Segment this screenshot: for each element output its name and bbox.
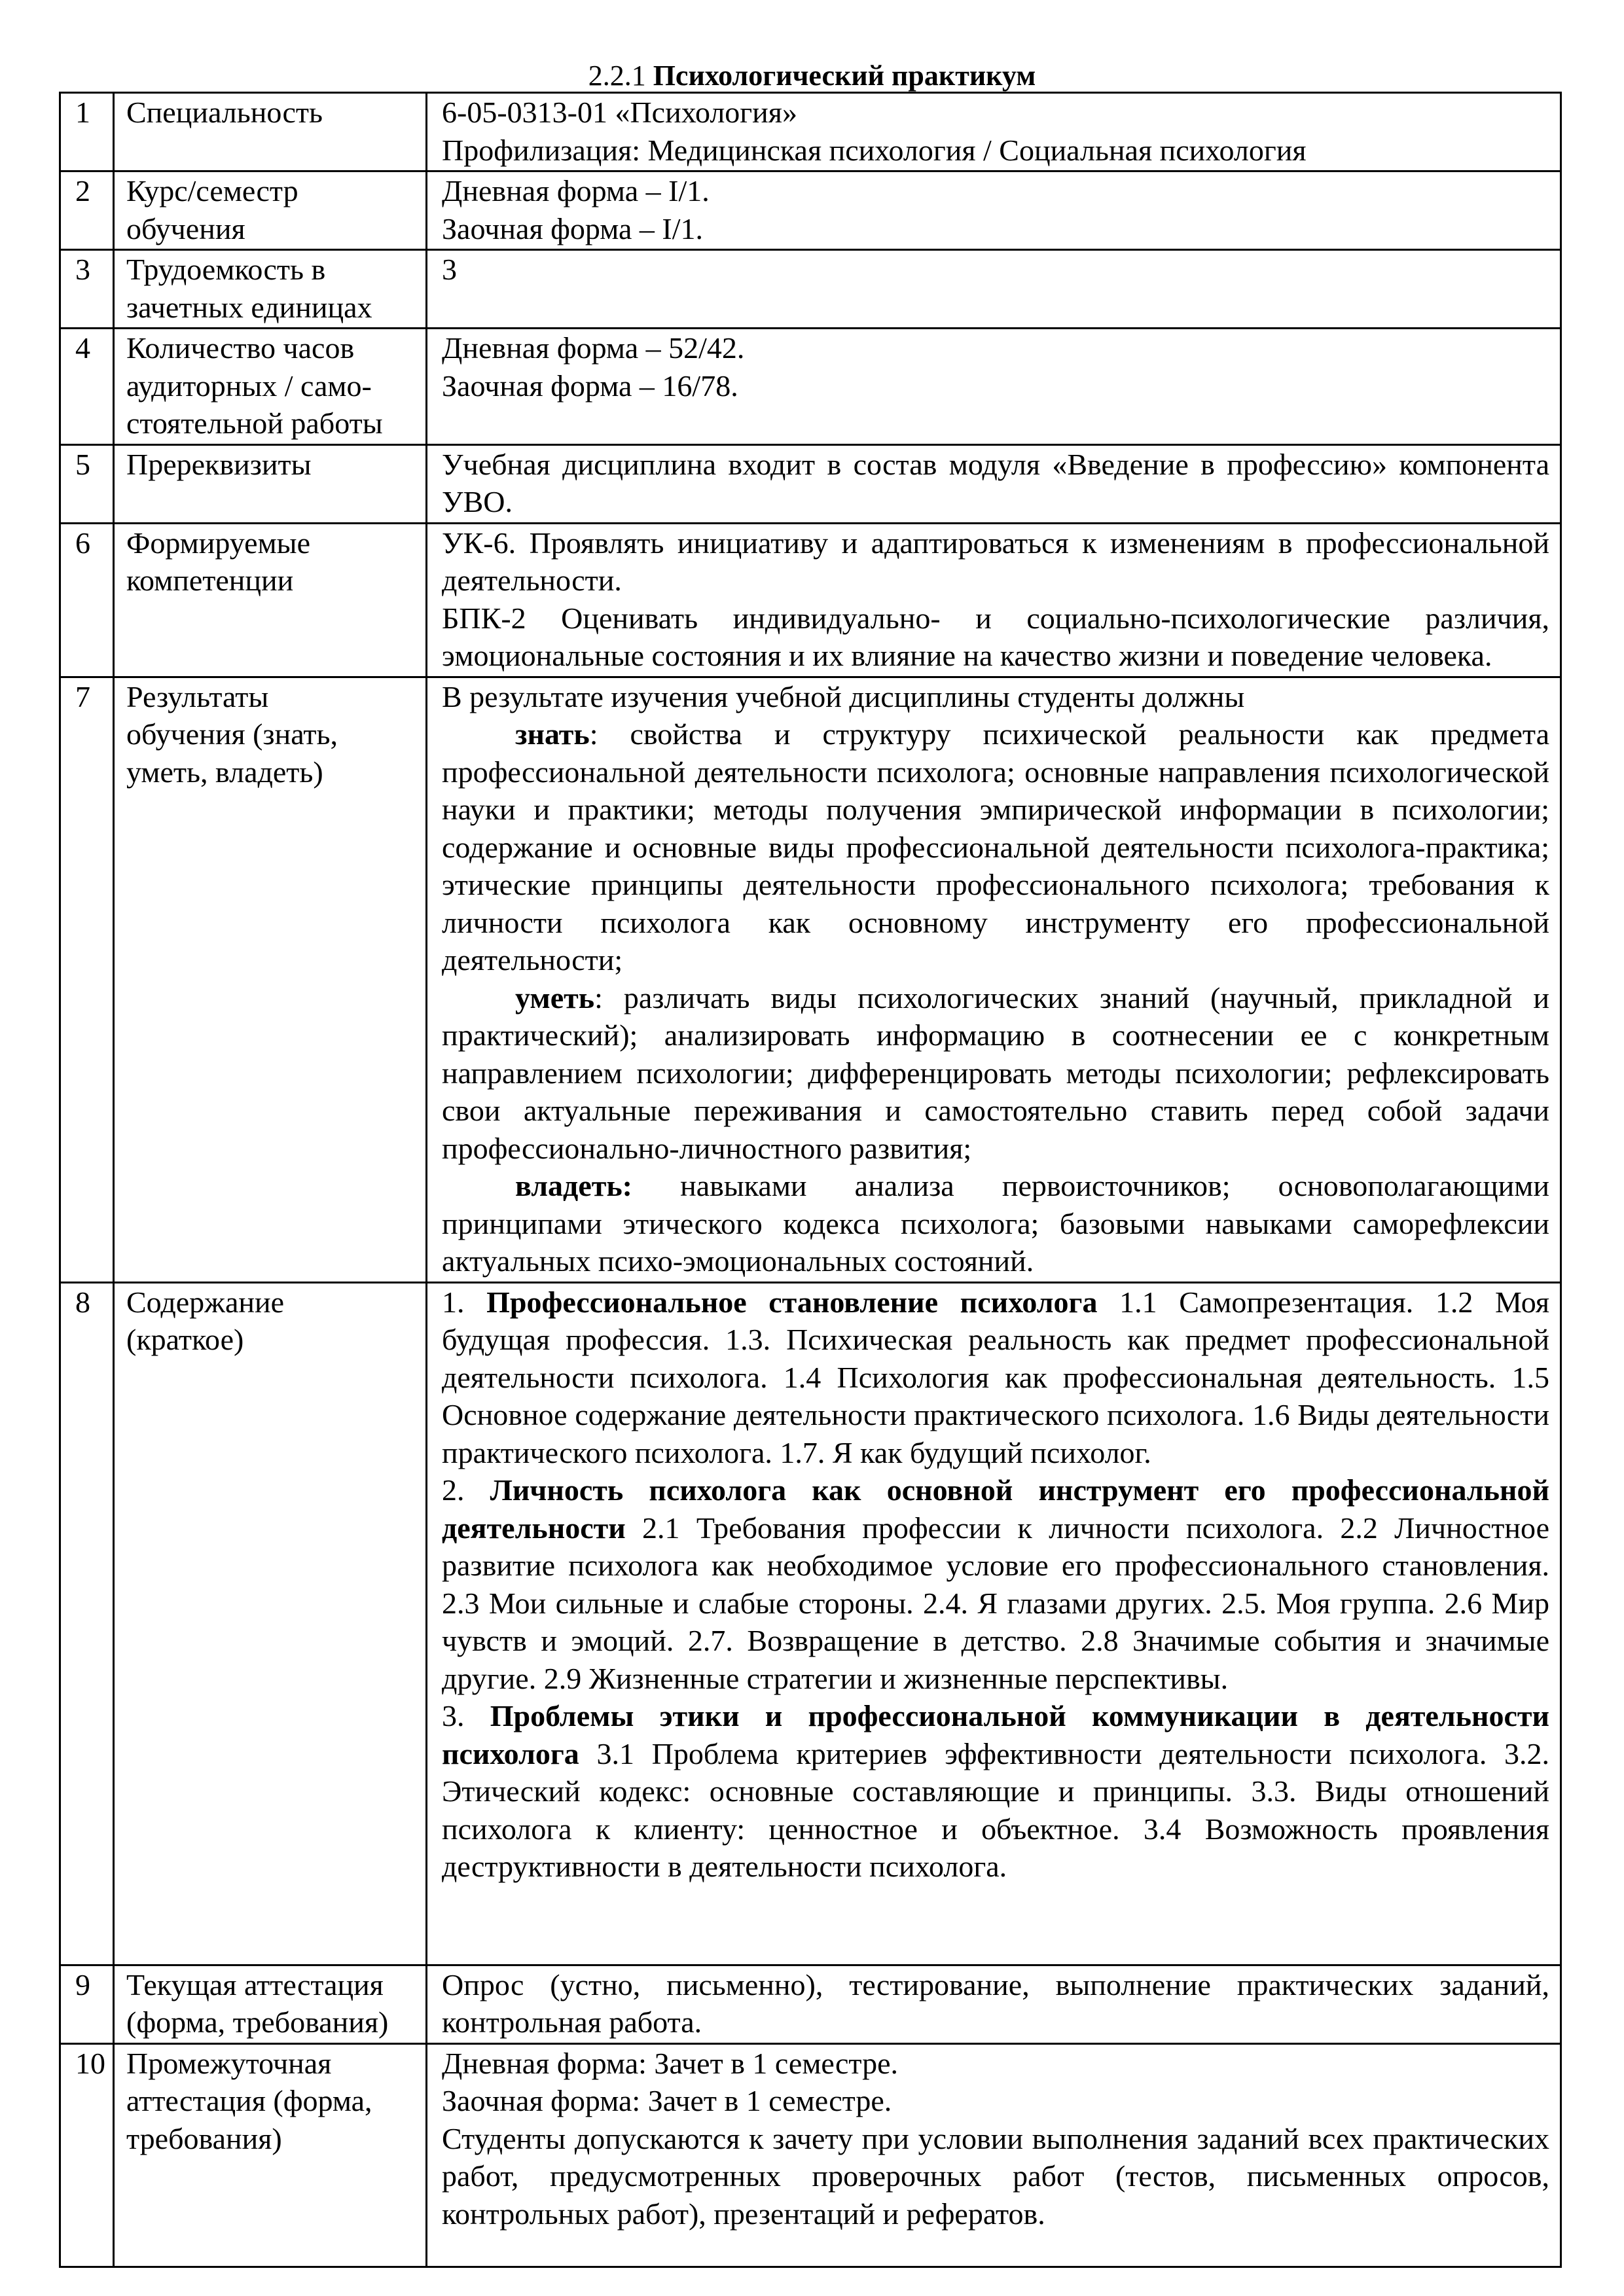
table-row [60, 1965, 1561, 2043]
row-content [427, 2043, 1561, 2267]
outcome-text: : свойства и структуру психической реальности как предмета профессиональной деятельности психолога; основные направления психологической науки и практики; методы получения эмпирической информации в психологии; содержание и основные виды профессиональной деятельности психолога-практика; этические принципы деятельности профессионального психолога; требования к личности психолога как основному инструменту его профессиональной деятельности; [442, 717, 1549, 977]
section-text: 1.1 Самопрезентация. 1.2 Моя будущая профессия. 1.3. Психическая реальность как предмет профессиональной деятельности психолога. 1.4 Психология как профессиональная деятельность. 1.5 Основное содержание деятельности практического психолога. 1.6 Виды деятельности практического психолога. 1.7. Я как будущий психолог. [442, 1285, 1549, 1469]
title-text: Психологический практикум [653, 60, 1036, 92]
outcome-term: знать [515, 717, 590, 751]
content-line: Дневная форма – I/1. [442, 174, 710, 207]
table-row [60, 250, 1561, 329]
course-info-table [59, 92, 1562, 2268]
content-line: Заочная форма – I/1. [442, 211, 704, 245]
row-label: Трудоемкость в зачетных единицах [114, 250, 427, 329]
content-line: Дневная форма: Зачет в 1 семестре. [442, 2046, 898, 2080]
row-label: Результаты обучения (знать, уметь, владеть) [114, 677, 427, 1282]
table-row [60, 171, 1561, 250]
section-heading: Профессиональное становление психолога [486, 1285, 1098, 1319]
section-prefix: 3. [442, 1699, 490, 1732]
content-line: 3 [442, 253, 457, 286]
row-number: 2 [60, 171, 114, 250]
row-content [427, 444, 1561, 523]
row-number: 1 [60, 93, 114, 171]
row-number: 9 [60, 1965, 114, 2043]
row-label: Количество часов аудиторных / само-стоятельной работы [114, 329, 427, 445]
row-label: Текущая аттестация (форма, требования) [114, 1965, 427, 2043]
content-section [442, 1697, 1549, 1886]
row-content [427, 93, 1561, 171]
content-line: Студенты допускаются к зачету при условии выполнения заданий всех практических работ, предусмотренных проверочных работ (тестов, письменных опросов, контрольных работ), презентаций и рефератов. [442, 2121, 1549, 2231]
section-prefix: 1. [442, 1285, 487, 1319]
content-line: Учебная дисциплина входит в состав модуля «Введение в профессию» компонента УВО. [442, 447, 1549, 518]
content-line: Заочная форма – 16/78. [442, 368, 738, 403]
content-line: УК-6. Проявлять инициативу и адаптироваться к изменениям в профессиональной деятельности. [442, 526, 1549, 597]
title-number: 2.2.1 [588, 60, 646, 92]
learning-outcome-can [442, 979, 1549, 1168]
content-line: Заочная форма: Зачет в 1 семестре. [442, 2084, 892, 2117]
row-content [427, 250, 1561, 329]
row-number: 5 [60, 444, 114, 523]
row-label: Специальность [114, 93, 427, 171]
content-section [442, 1283, 1549, 1472]
table-row [60, 2043, 1561, 2267]
row-content [427, 677, 1561, 1282]
learning-outcome-know [442, 715, 1549, 979]
section-text: 3.1 Проблема критериев эффективности деятельности психолога. 3.2. Этический кодекс: основные составляющие и принципы. 3.3. Виды отношений психолога к клиенту: ценностное и объектное. 3.4 Возможность проявления деструктивности в деятельности психолога. [442, 1736, 1549, 1883]
row-label: Курс/семестр обучения [114, 171, 427, 250]
section-prefix: 2. [442, 1473, 490, 1507]
content-section [442, 1471, 1549, 1697]
outcome-term: уметь [515, 980, 595, 1014]
section-heading: Проблемы этики и профессиональной коммуникации в деятельности психолога [442, 1699, 1550, 1770]
row-content [427, 329, 1561, 445]
row-content [427, 1282, 1561, 1965]
row-label: Формируемые компетенции [114, 523, 427, 677]
row-content [427, 1965, 1561, 2043]
row-number: 6 [60, 523, 114, 677]
content-intro: В результате изучения учебной дисциплины студенты должны [442, 679, 1245, 713]
row-number: 7 [60, 677, 114, 1282]
section-text: 2.1 Требования профессии к личности психолога. 2.2 Личностное развитие психолога как необходимое условие его профессионального становления. 2.3 Мои сильные и слабые стороны. 2.4. Я глазами других. 2.5. Моя группа. 2.6 Мир чувств и эмоций. 2.7. Возвращение в детство. 2.8 Значимые события и значимые другие. 2.9 Жизненные стратегии и жизненные перспективы. [442, 1511, 1549, 1695]
section-heading: Личность психолога как основной инструмент его профессиональной деятельности [442, 1473, 1549, 1545]
content-line: 6-05-0313-01 «Психология» [442, 96, 797, 129]
row-number: 3 [60, 250, 114, 329]
row-content [427, 523, 1561, 677]
table-row [60, 329, 1561, 445]
content-line: Опрос (устно, письменно), тестирование, выполнение практических заданий, контрольная работа. [442, 1967, 1549, 2039]
outcome-term: владеть: [515, 1169, 632, 1202]
table-row [60, 523, 1561, 677]
row-content [427, 171, 1561, 250]
content-line: Дневная форма – 52/42. [442, 331, 745, 365]
row-number: 10 [60, 2043, 114, 2267]
table-row [60, 444, 1561, 523]
table-row [60, 677, 1561, 1282]
outcome-text: навыками анализа первоисточников; основополагающими принципами этического кодекса психолога; базовыми навыками саморефлексии актуальных психо-эмоциональных состояний. [442, 1169, 1549, 1278]
row-label: Пререквизиты [114, 444, 427, 523]
document-title [0, 58, 1624, 94]
row-number: 4 [60, 329, 114, 445]
content-line: Профилизация: Медицинская психология / Социальная психология [442, 133, 1307, 167]
outcome-text: : различать виды психологических знаний (научный, прикладной и практический); анализировать информацию в соотнесении ее с конкретным направлением психологии; дифференцировать методы психологии; рефлексировать свои актуальные переживания и самостоятельно ставить перед собой задачи профессионально-личностного развития; [442, 980, 1549, 1165]
learning-outcome-master [442, 1167, 1549, 1280]
row-label: Содержание (краткое) [114, 1282, 427, 1965]
content-line: БПК-2 Оценивать индивидуально- и социально-психологические различия, эмоциональные состояния и их влияние на качество жизни и поведение человека. [442, 601, 1549, 672]
row-number: 8 [60, 1282, 114, 1965]
table-row [60, 1282, 1561, 1965]
table-row [60, 93, 1561, 171]
row-label: Промежуточная аттестация (форма, требования) [114, 2043, 427, 2267]
